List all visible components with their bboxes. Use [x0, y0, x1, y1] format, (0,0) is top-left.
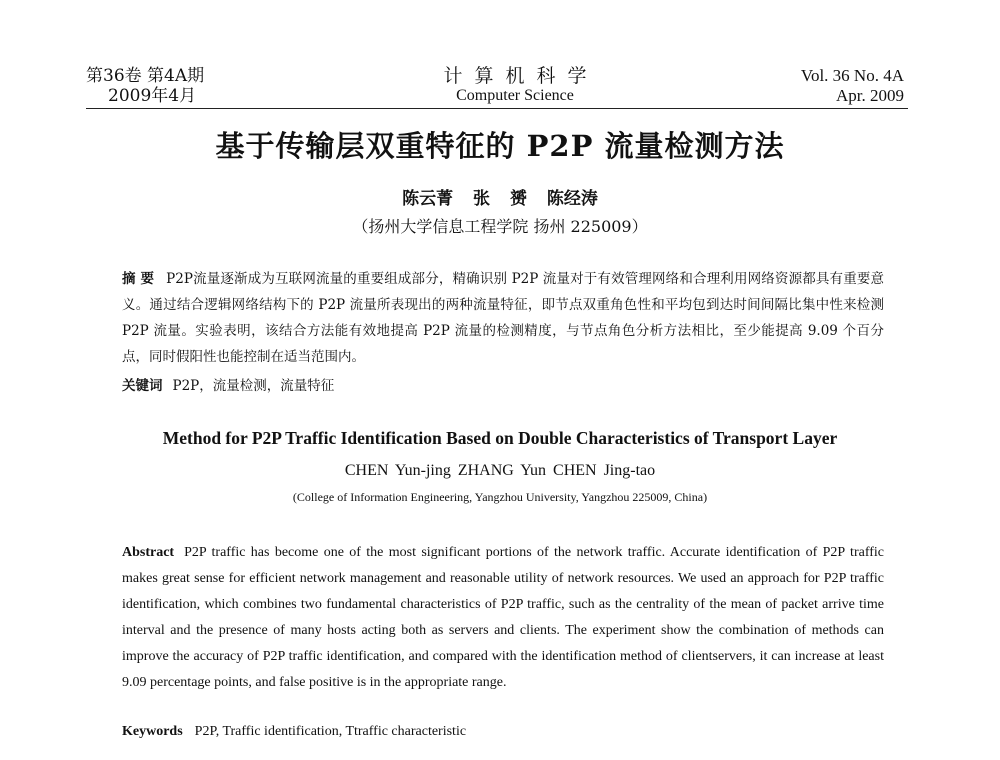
header-left — [86, 66, 204, 106]
keywords-label-cn: 关键词 — [122, 378, 163, 394]
abstract-cn — [122, 266, 884, 370]
affiliation-en: (College of Information Engineering, Yangzhou University, Yangzhou 225009, China) — [292, 490, 708, 504]
date-en: Apr. 2009 — [836, 86, 904, 105]
keywords-en — [122, 724, 466, 740]
keywords-label-en: Keywords — [122, 724, 183, 739]
journal-name-en: Computer Science — [456, 87, 574, 104]
header-rule — [86, 108, 908, 109]
abstract-label-cn: 摘 要 — [122, 271, 155, 287]
affiliation-cn: （扬州大学信息工程学院 扬州 225009） — [352, 217, 648, 236]
volume-issue-cn: 第36卷 第4A期 — [86, 66, 205, 86]
journal-name-cn: 计算机科学 — [443, 65, 599, 87]
title-cn: 基于传输层双重特征的 P2P 流量检测方法 — [215, 129, 785, 163]
keywords-text-cn: P2P，流量检测，流量特征 — [172, 378, 335, 394]
keywords-text-en: P2P, Traffic identification, Ttraffic characteristic — [194, 724, 467, 739]
header-center — [430, 66, 600, 106]
authors-en: CHEN Yun-jing ZHANG Yun CHEN Jing-tao — [344, 462, 656, 479]
abstract-label-en: Abstract — [122, 545, 175, 560]
abstract-en — [122, 540, 884, 696]
keywords-cn — [122, 374, 334, 394]
date-cn: 2009年4月 — [108, 86, 197, 106]
authors-cn: 陈云菁 张 赟 陈经涛 — [402, 189, 598, 209]
title-en: Method for P2P Traffic Identification Based on Double Characteristics of Transport Layer — [162, 428, 838, 448]
header-right — [801, 66, 904, 106]
volume-issue-en: Vol. 36 No. 4A — [800, 66, 904, 85]
abstract-text-en: P2P traffic has become one of the most significant portions of the network traffic. Accurate identification of P2P traffic makes great sense for efficient network management and reasonable utility of network resources. We used an approach for P2P traffic identification, which combines two fundamental characteristics of P2P traffic, such as the centrality of the mean of packet arrive time interval and the presence of many hosts acting both as servers and clients. The experiment show the combination of methods can improve the accuracy of P2P traffic identification, and compared with the identification method of clientservers, it can increase at least 9.09 percentage points, and false positive is in the appropriate range. — [122, 545, 884, 690]
abstract-text-cn: P2P流量逐渐成为互联网流量的重要组成部分，精确识别 P2P 流量对于有效管理网络和合理利用网络资源都具有重要意义。通过结合逻辑网络结构下的 P2P 流量所表现出的两种流量特征，即节点双重角色性和平均包到达时间间隔比集中性来检测 P2P 流量。实验表明，该结合方法能有效地提高 P2P 流量的检测精度，与节点角色分析方法相比，至少能提高 9.09 个百分点，同时假阳性也能控制在适当范围内。 — [122, 271, 885, 365]
